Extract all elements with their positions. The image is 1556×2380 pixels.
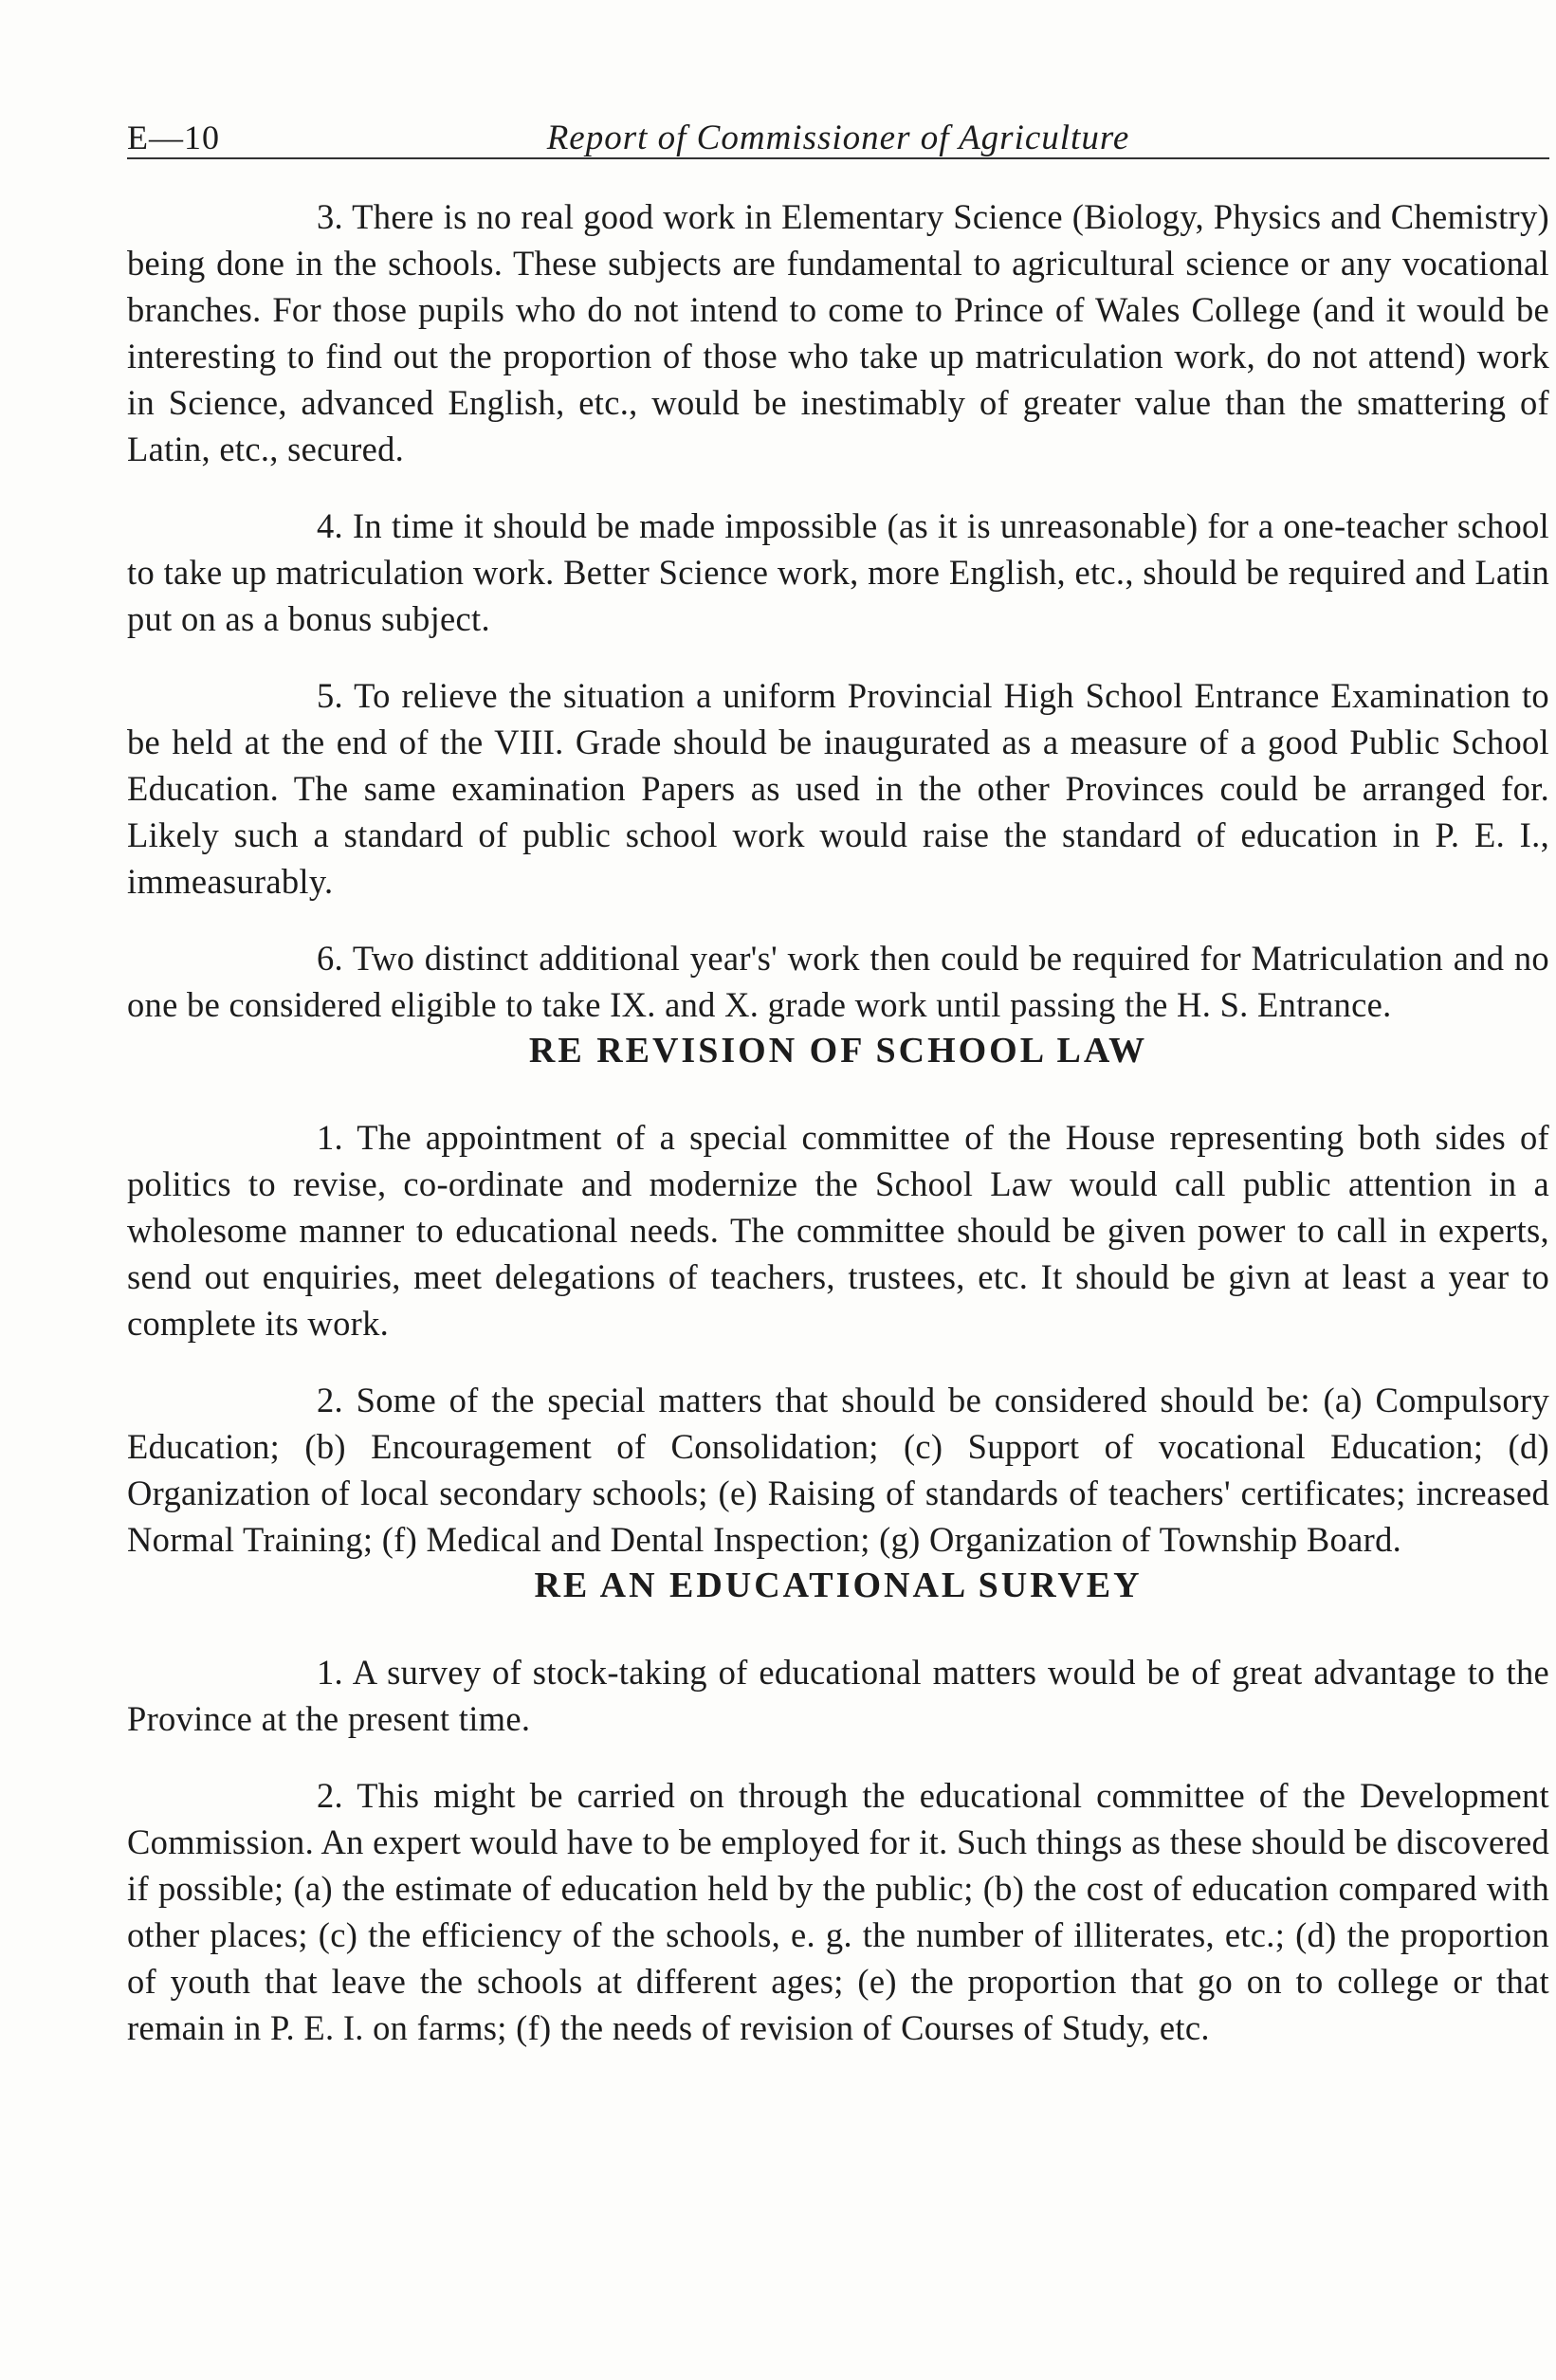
survey-paragraph-2: 2. This might be carried on through the educational committee of the Development Commission. An expert would have to be employed for it. Such things as these should be discovered if possible; (a) the estimate of education held by the public; (b) the cost of education compared with other places; (c) the efficiency of the schools, e. g. the number of illiterates, etc.; (d) the proportion of youth that leave the schools at different ages; (e) the proportion that go on to college or that remain in P. E. I. on farms; (f) the needs of revision of Courses of Study, etc.: [127, 1776, 1549, 2047]
section-heading-school-law: RE REVISION OF SCHOOL LAW: [528, 1031, 1148, 1071]
survey-paragraph-1: 1. A survey of stock-taking of educational matters would be of great advantage to the Province at the present time.: [127, 1653, 1549, 1738]
paragraph-3: 3. There is no real good work in Elementary Science (Biology, Physics and Chemistry) being done in the schools. These subjects are fundamental to agricultural science or any vocational branches. For those pupils who do not intend to come to Prince of Wales College (and it would be interesting to find out the proportion of those who take up matriculation work, do not attend) work in Science, advanced English, etc., would be inestimably of greater value than the smattering of Latin, etc., secured.: [127, 197, 1549, 468]
page-header: [127, 112, 1549, 159]
running-title: Report of Commissioner of Agriculture: [546, 119, 1130, 157]
page-number: E—10: [127, 119, 220, 156]
section-heading-survey: RE AN EDUCATIONAL SURVEY: [534, 1565, 1143, 1605]
paragraph-6: 6. Two distinct additional year's' work then could be required for Matriculation and no one be considered eligible to take IX. and X. grade work until passing the H. S. Entrance.: [127, 939, 1549, 1024]
school-law-paragraph-1: 1. The appointment of a special committee of the House representing both sides of politics to revise, co-ordinate and modernize the School Law would call public attention in a wholesome manner to educational needs. The committee should be given power to call in experts, send out enquiries, meet delegations of teachers, trustees, etc. It should be givn at least a year to complete its work.: [127, 1118, 1549, 1343]
school-law-paragraph-2: 2. Some of the special matters that should be considered should be: (a) Compulsory Education; (b) Encouragement of Consolidation; (c) Support of vocational Education; (d) Organization of local secondary schools; (e) Raising of standards of teachers' certificates; increased Normal Training; (f) Medical and Dental Inspection; (g) Organization of Township Board.: [127, 1381, 1549, 1559]
paragraph-4: 4. In time it should be made impossible (as it is unreasonable) for a one-teacher school to take up matriculation work. Better Science work, more English, etc., should be required and Latin put on as a bonus subject.: [127, 506, 1549, 638]
paragraph-5: 5. To relieve the situation a uniform Provincial High School Entrance Examination to be held at the end of the VIII. Grade should be inaugurated as a measure of a good Public School Education. The same examination Papers as used in the other Provinces could be arranged for. Likely such a standard of public school work would raise the standard of education in P. E. I., immeasurably.: [127, 676, 1549, 901]
page-body: [127, 193, 1549, 2051]
